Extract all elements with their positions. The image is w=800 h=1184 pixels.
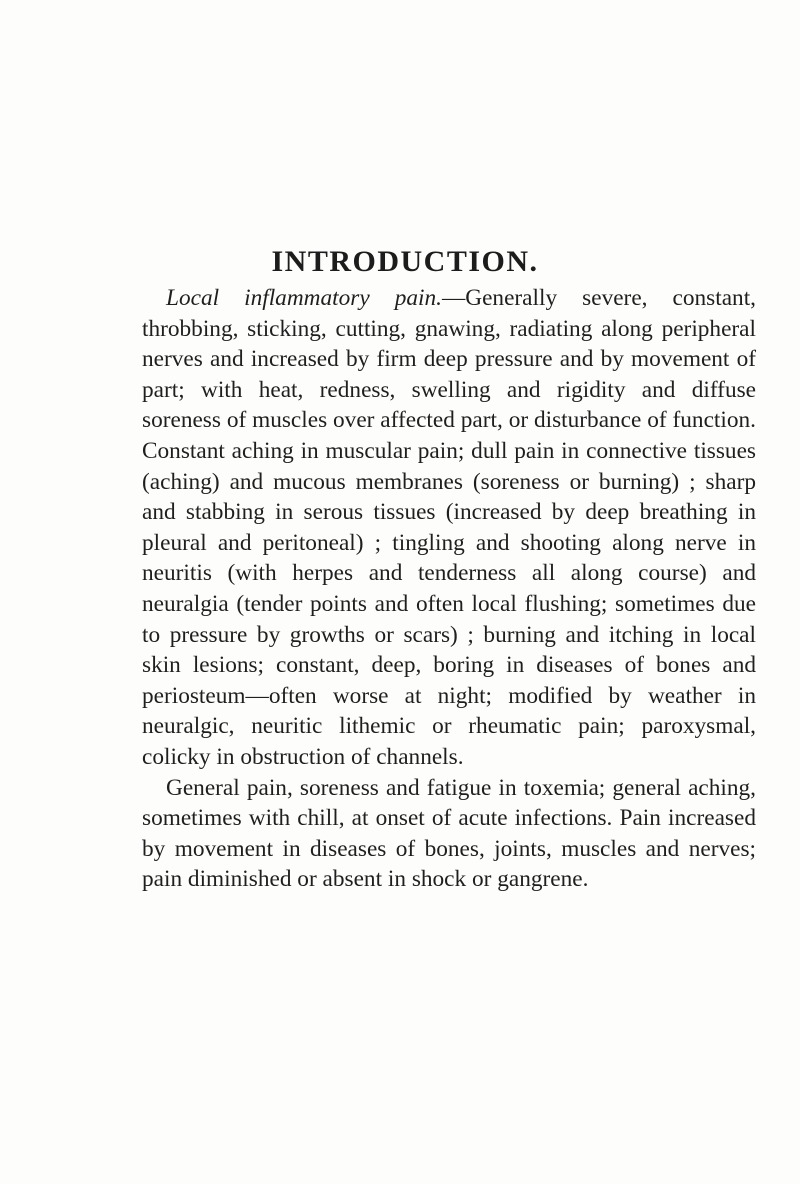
section-heading: INTRODUCTION. <box>271 245 539 278</box>
paragraph-general-pain <box>142 773 756 895</box>
paragraph-text: General pain, soreness and fatigue in toxemia; general aching, sometimes with chill, at onset of acute infections. Pain increased by movement in diseases of bones, joints, muscles and nerves; pain diminished or absent in shock or gangrene. <box>142 774 756 893</box>
body-text <box>142 283 756 895</box>
paragraph-local-inflammatory-pain <box>142 283 756 773</box>
paragraph-text: —Generally severe, constant, throbbing, sticking, cutting, gnawing, radiating along peripheral nerves and increased by firm deep pressure and by movement of part; with heat, redness, swelling and rigidity and diffuse soreness of muscles over affected part, or disturbance of function. Constant aching in muscular pain; dull pain in connective tissues (aching) and mucous membranes (soreness or burning) ; sharp and stabbing in serous tissues (increased by deep breathing in pleural and peritoneal) ; tingling and shooting along nerve in neuritis (with herpes and tenderness all along course) and neuralgia (tender points and often local flushing; sometimes due to pressure by growths or scars) ; burning and itching in local skin lesions; constant, deep, boring in diseases of bones and periosteum—often worse at night; modified by weather in neuralgic, neuritic lithemic or rheumatic pain; paroxysmal, colicky in obstruction of channels. <box>142 285 756 770</box>
paragraph-lead: Local inflammatory pain. <box>166 285 442 311</box>
